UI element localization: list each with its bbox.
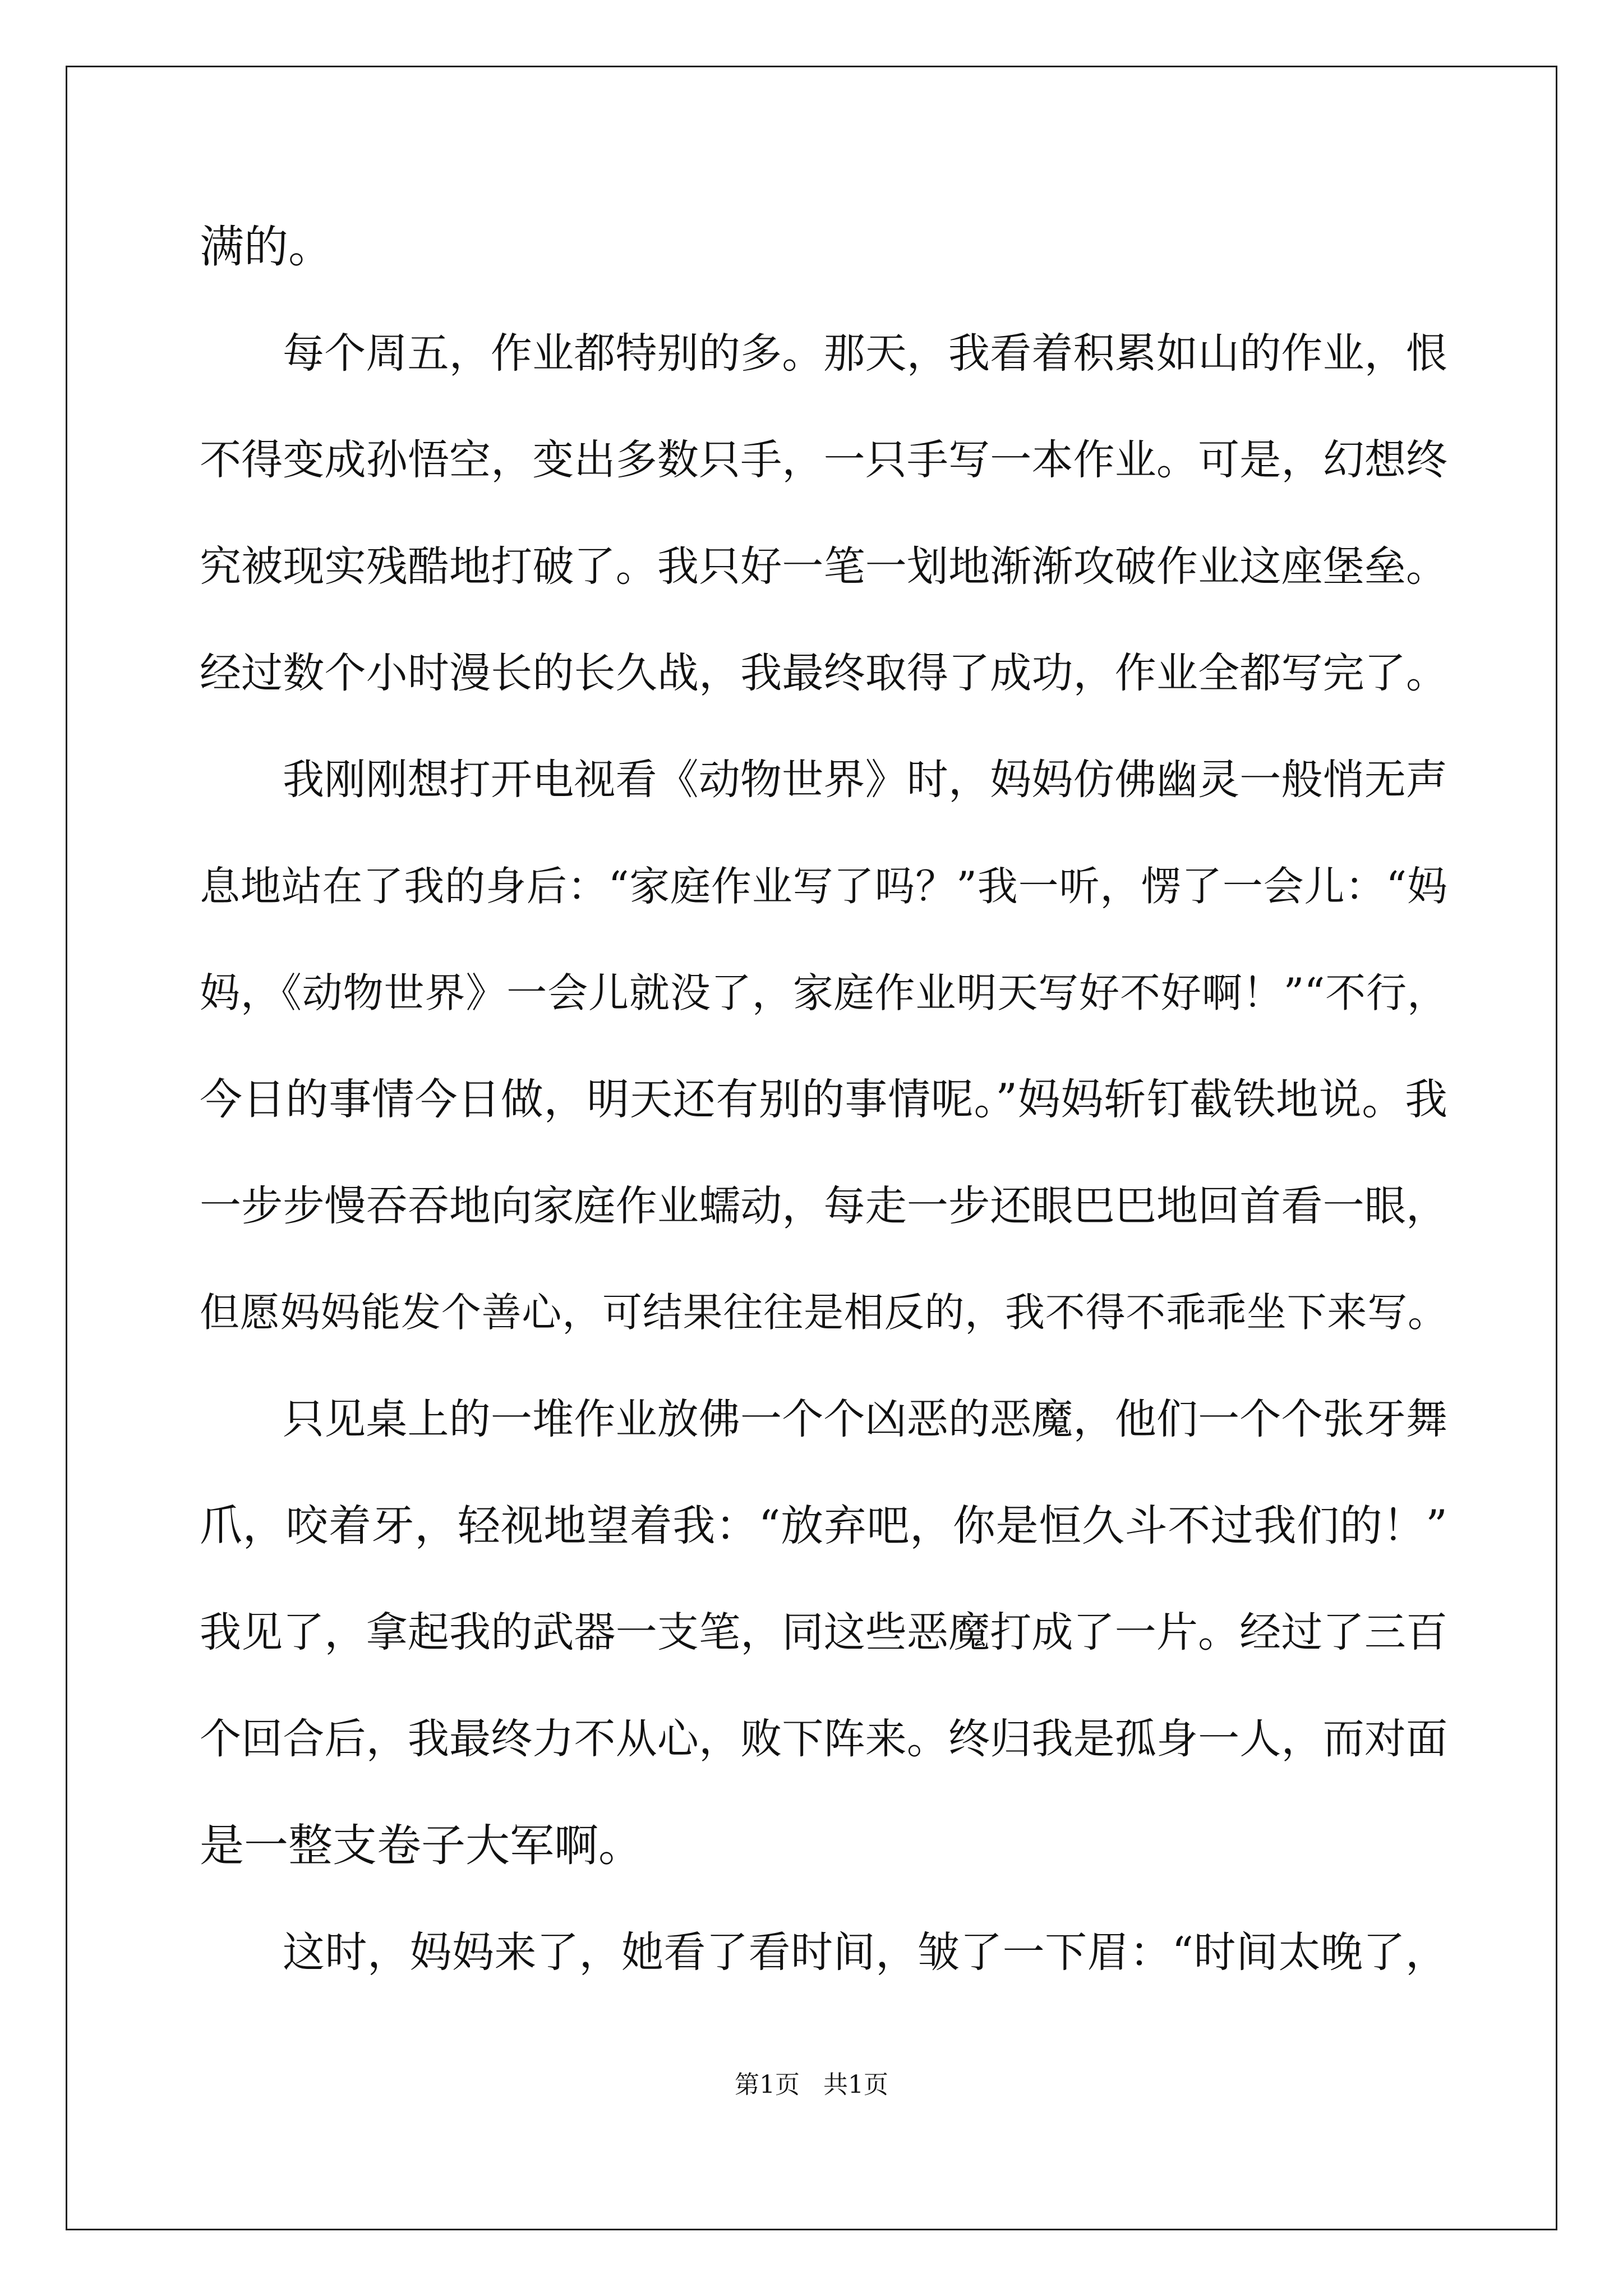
text-line: 但愿妈妈能发个善心，可结果往往是相反的，我不得不乖乖坐下来写。 (200, 1289, 1447, 1336)
page-total: 共1页 (823, 2070, 888, 2099)
text-line: 妈，《动物世界》一会儿就没了，家庭作业明天写好不好啊！”“不行， (200, 969, 1447, 1016)
text-line: 经过数个小时漫长的长久战，我最终取得了成功，作业全都写完了。 (200, 649, 1447, 697)
text-line: 我见了，拿起我的武器一支笔，同这些恶魔打成了一片。经过了三百 (200, 1608, 1447, 1657)
text-line: 爪，咬着牙，轻视地望着我：“放弃吧，你是恒久斗不过我们的！” (200, 1501, 1447, 1550)
paragraph-first-line: 这时，妈妈来了，她看了看时间，皱了一下眉：“时间太晚了， (283, 1927, 1447, 1977)
page-footer (0, 2068, 1623, 2102)
text-line: 是一整支卷子大军啊。 (200, 1820, 643, 1871)
text-line: 不得变成孙悟空，变出多数只手，一只手写一本作业。可是，幻想终 (200, 436, 1447, 484)
page-border (66, 66, 1557, 2230)
text-line: 个回合后，我最终力不从心，败下阵来。终归我是孤身一人，而对面 (200, 1715, 1447, 1763)
paragraph-first-line: 我刚刚想打开电视看《动物世界》时，妈妈仿佛幽灵一般悄无声 (283, 756, 1447, 804)
paragraph-first-line: 每个周五，作业都特别的多。那天，我看着积累如山的作业，恨 (283, 329, 1447, 378)
text-line: 满的。 (200, 221, 333, 273)
text-line: 今日的事情今日做，明天还有别的事情呢。”妈妈斩钉截铁地说。我 (200, 1074, 1447, 1124)
text-line: 一步步慢吞吞地向家庭作业蠕动，每走一步还眼巴巴地回首看一眼， (200, 1182, 1447, 1230)
page-number: 第1页 (735, 2070, 800, 2099)
text-line: 究被现实残酷地打破了。我只好一笔一划地渐渐攻破作业这座堡垒。 (200, 542, 1447, 591)
paragraph-first-line: 只见桌上的一堆作业放佛一个个凶恶的恶魔，他们一个个张牙舞 (283, 1395, 1447, 1443)
text-line: 息地站在了我的身后：“家庭作业写了吗？”我一听，愣了一会儿：“妈 (200, 863, 1447, 910)
